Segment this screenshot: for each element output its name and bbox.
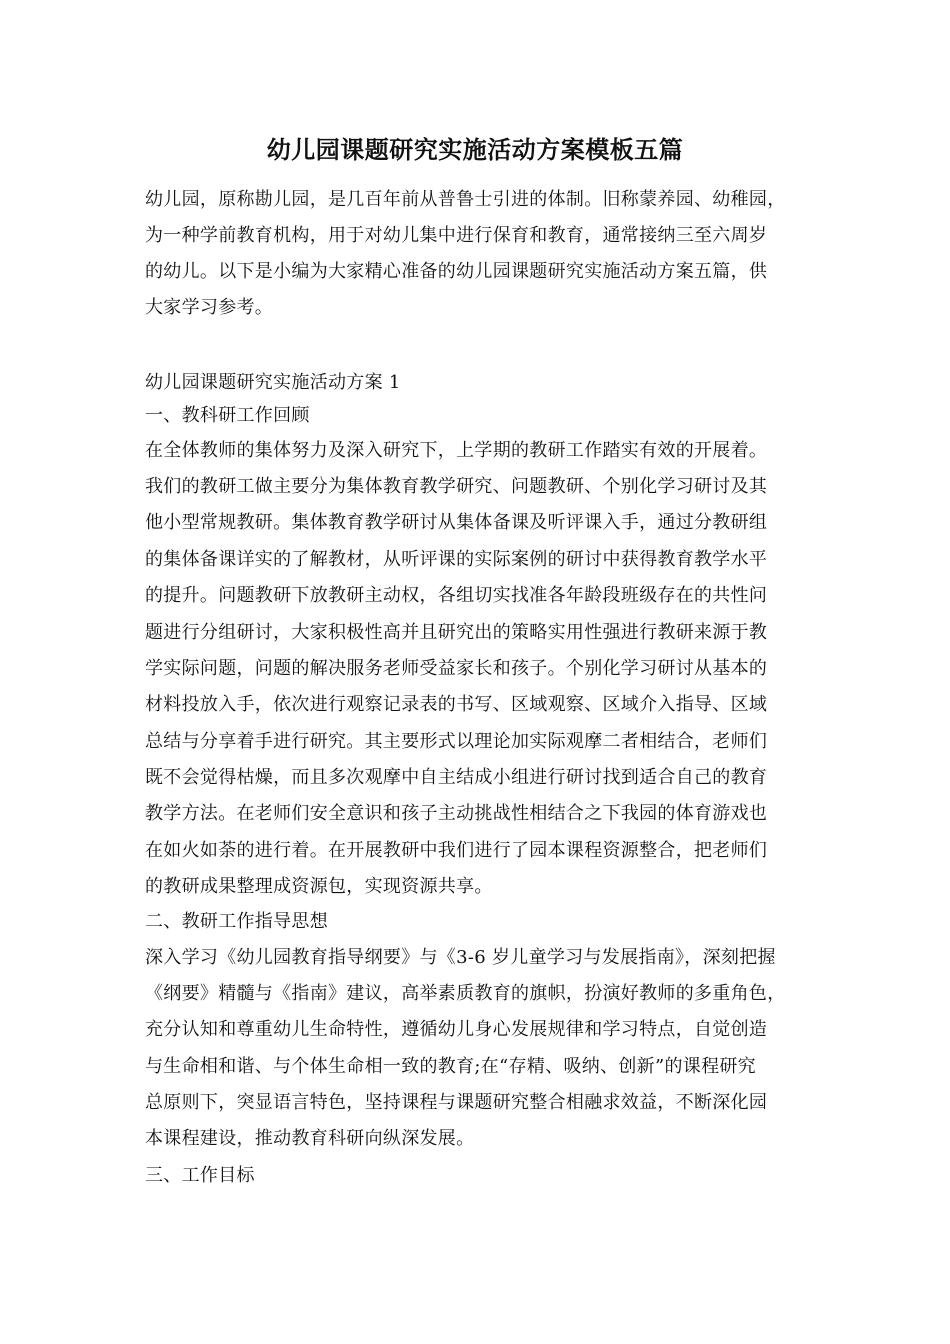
- heading-3: 三、工作目标: [145, 1165, 255, 1186]
- document-title: 幼儿园课题研究实施活动方案模板五篇: [266, 135, 684, 164]
- section-title: 幼儿园课题研究实施活动方案 1: [145, 372, 401, 393]
- paragraph-line: 的教研成果整理成资源包，实现资源共享。: [145, 876, 493, 897]
- paragraph-line: 与生命相和谐、与个体生命相一致的教育;在“存精、吸纳、创新”的课程研究: [145, 1056, 756, 1077]
- paragraph-line: 充分认知和尊重幼儿生命特性，遵循幼儿身心发展规律和学习特点，自觉创造: [145, 1019, 768, 1040]
- paragraph-line: 教学方法。在老师们安全意识和孩子主动挑战性相结合之下我园的体育游戏也: [145, 803, 768, 824]
- paragraph-line: 既不会觉得枯燥，而且多次观摩中自主结成小组进行研讨找到适合自己的教育: [145, 767, 768, 788]
- paragraph-line: 学实际问题，问题的解决服务老师受益家长和孩子。个别化学习研讨从基本的: [145, 658, 768, 679]
- paragraph-line: 在如火如荼的进行着。在开展教研中我们进行了园本课程资源整合，把老师们: [145, 840, 768, 861]
- paragraph-line: 深入学习《幼儿园教育指导纲要》与《3-6 岁儿童学习与发展指南》，深刻把握: [145, 947, 776, 968]
- intro-line: 幼儿园，原称勘儿园，是几百年前从普鲁士引进的体制。旧称蒙养园、幼稚园，: [145, 189, 786, 210]
- paragraph-line: 的提升。问题教研下放教研主动权，各组切实找准各年龄段班级存在的共性问: [145, 585, 768, 606]
- paragraph-line: 题进行分组研讨，大家积极性高并且研究出的策略实用性强进行教研来源于教: [145, 622, 768, 643]
- intro-line: 为一种学前教育机构，用于对幼儿集中进行保育和教育，通常接纳三至六周岁: [145, 225, 768, 246]
- intro-line: 的幼儿。以下是小编为大家精心准备的幼儿园课题研究实施活动方案五篇，供: [145, 261, 768, 282]
- paragraph-line: 他小型常规教研。集体教育教学研讨从集体备课及听评课入手，通过分教研组: [145, 512, 768, 533]
- paragraph-line: 总结与分享着手进行研究。其主要形式以理论加实际观摩二者相结合，老师们: [145, 731, 768, 752]
- heading-2: 二、教研工作指导思想: [145, 911, 328, 932]
- paragraph-line: 的集体备课详实的了解教材，从听评课的实际案例的研讨中获得教育教学水平: [145, 549, 768, 570]
- paragraph-line: 材料投放入手，依次进行观察记录表的书写、区域观察、区域介入指导、区域: [145, 694, 768, 715]
- intro-line: 大家学习参考。: [145, 297, 274, 318]
- heading-1: 一、教科研工作回顾: [145, 405, 310, 426]
- paragraph-line: 《纲要》精髓与《指南》建议，高举素质教育的旗帜，扮演好教师的多重角色，: [145, 983, 786, 1004]
- paragraph-line: 总原则下，突显语言特色，坚持课程与课题研究整合相融求效益，不断深化园: [145, 1092, 768, 1113]
- paragraph-line: 在全体教师的集体努力及深入研究下，上学期的教研工作踏实有效的开展着。: [145, 440, 768, 461]
- paragraph-line: 本课程建设，推动教育科研向纵深发展。: [145, 1128, 475, 1149]
- paragraph-line: 我们的教研工做主要分为集体教育教学研究、问题教研、个别化学习研讨及其: [145, 476, 768, 497]
